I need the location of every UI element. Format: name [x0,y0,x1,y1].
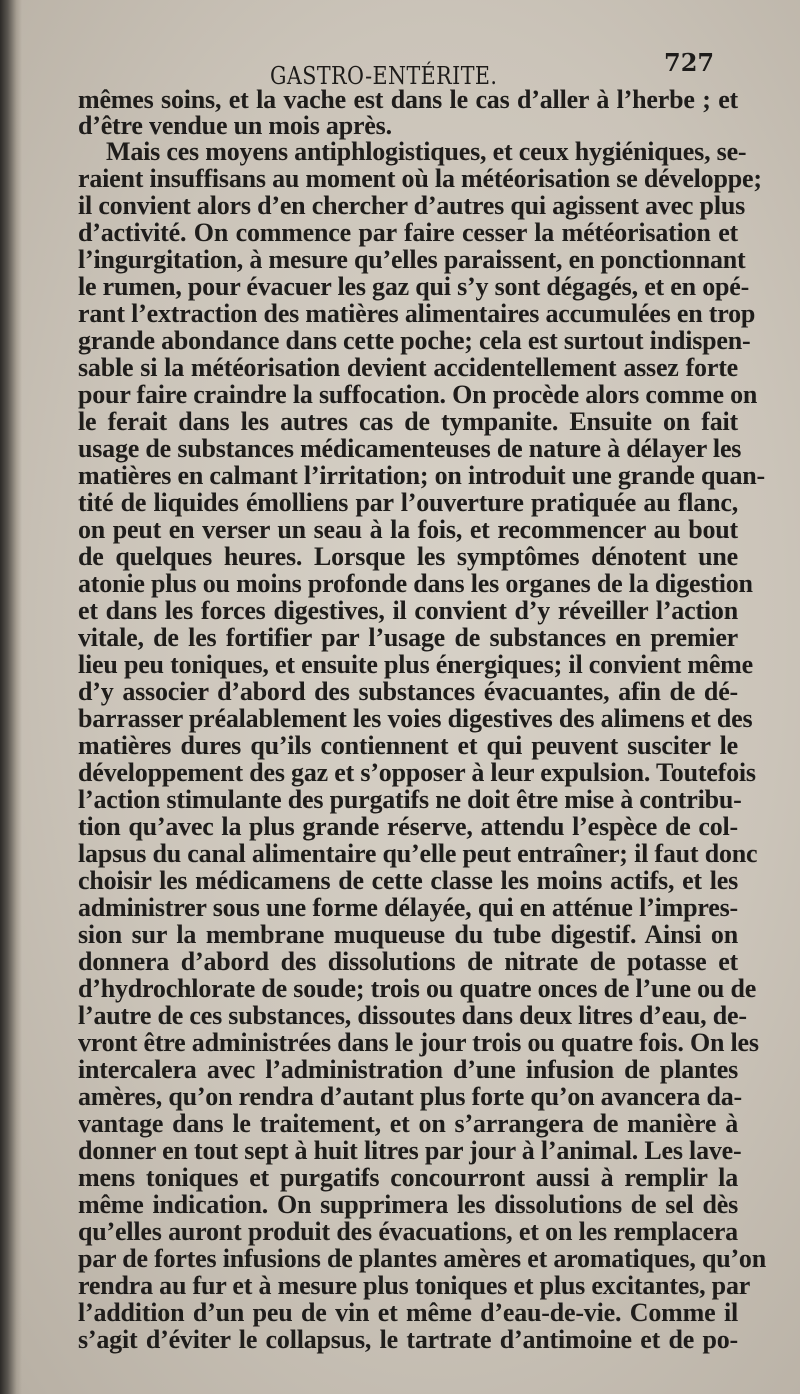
text-line: matières dures qu’ils contiennent et qui peuvent susciter le [78,731,738,760]
text-line: d’hydrochlorate de soude; trois ou quatre onces de l’une ou de [78,974,757,1003]
text-line: pour faire craindre la suffocation. On procède alors comme on [78,380,758,409]
text-line: l’ingurgitation, à mesure qu’elles paraissent, en ponctionnant [78,245,746,274]
text-line: vront être administrées dans le jour trois ou quatre fois. On les [78,1028,759,1057]
text-line: et dans les forces digestives, il convient d’y réveiller l’action [78,596,738,625]
text-line: rendra au fur et à mesure plus toniques et plus excitantes, par [78,1271,751,1300]
text-line: il convient alors d’en chercher d’autres qui agissent avec plus [78,191,746,220]
text-line: d’être vendue un mois après. [78,111,392,140]
text-line: donnera d’abord des dissolutions de nitrate de potasse et [78,947,738,976]
text-line: lieu peu toniques, et ensuite plus énergiques; il convient même [78,650,753,679]
text-line: l’autre de ces substances, dissoutes dans deux litres d’eau, de- [78,1001,747,1030]
text-line: matières en calmant l’irritation; on introduit une grande quan- [78,461,765,490]
text-line: donner en tout sept à huit litres par jour à l’animal. Les lave- [78,1136,742,1165]
text-line: même indication. On supprimera les dissolutions de sel dès [78,1190,738,1219]
text-line: vitale, de les fortifier par l’usage de substances en premier [78,623,738,652]
text-line: le rumen, pour évacuer les gaz qui s’y sont dégagés, et en opé- [78,272,750,301]
text-line: choisir les médicamens de cette classe les moins actifs, et les [78,866,738,895]
text-line: mens toniques et purgatifs concourront aussi à remplir la [78,1163,738,1192]
text-line: raient insuffisans au moment où la météorisation se développe; [78,164,762,193]
text-line: sable si la météorisation devient accidentellement assez forte [78,353,738,382]
text-line: de quelques heures. Lorsque les symptômes dénotent une [78,542,738,571]
page-number: 727 [664,48,715,77]
text-line: grande abondance dans cette poche; cela est surtout indispen- [78,326,751,355]
text-line: rant l’extraction des matières alimentaires accumulées en trop [78,299,756,328]
text-line: barrasser préalablement les voies digestives des alimens et des [78,704,753,733]
text-line: amères, qu’on rendra d’autant plus forte qu’on avancera da- [78,1082,742,1111]
text-line: mêmes soins, et la vache est dans le cas d’aller à l’herbe ; et [78,85,738,114]
text-line: lapsus du canal alimentaire qu’elle peut entraîner; il faut donc [78,839,758,868]
text-line: d’y associer d’abord des substances évacuantes, afin de dé- [78,677,738,706]
binding-gutter [0,0,22,1394]
text-line: s’agit d’éviter le collapsus, le tartrate d’antimoine et de po- [78,1325,738,1354]
text-line: on peut en verser un seau à la fois, et recommencer au bout [78,515,738,544]
text-line: le ferait dans les autres cas de tympanite. Ensuite on fait [78,407,738,436]
text-line: sion sur la membrane muqueuse du tube digestif. Ainsi on [78,920,738,949]
text-line: tion qu’avec la plus grande réserve, attendu l’espèce de col- [78,812,738,841]
text-line: d’activité. On commence par faire cesser la météorisation et [78,218,738,247]
text-line: usage de substances médicamenteuses de nature à délayer les [78,434,742,463]
text-line: Mais ces moyens antiphlogistiques, et ceux hygiéniques, se- [106,137,747,166]
text-line: administrer sous une forme délayée, qui en atténue l’impres- [78,893,738,922]
text-line: atonie plus ou moins profonde dans les organes de la digestion [78,569,753,598]
text-line: par de fortes infusions de plantes amères et aromatiques, qu’on [78,1244,766,1273]
text-line: qu’elles auront produit des évacuations, et on les remplacera [78,1217,738,1246]
text-line: tité de liquides émolliens par l’ouverture pratiquée au flanc, [78,488,738,517]
text-line: l’action stimulante des purgatifs ne doit être mise à contribu- [78,785,742,814]
running-head: GASTRO-ENTÉRITE. [270,62,498,90]
text-line: l’addition d’un peu de vin et même d’eau-de-vie. Comme il [78,1298,738,1327]
text-line: développement des gaz et s’opposer à leur expulsion. Toutefois [78,758,756,787]
text-line: intercalera avec l’administration d’une infusion de plantes [78,1055,738,1084]
text-line: vantage dans le traitement, et on s’arrangera de manière à [78,1109,738,1138]
